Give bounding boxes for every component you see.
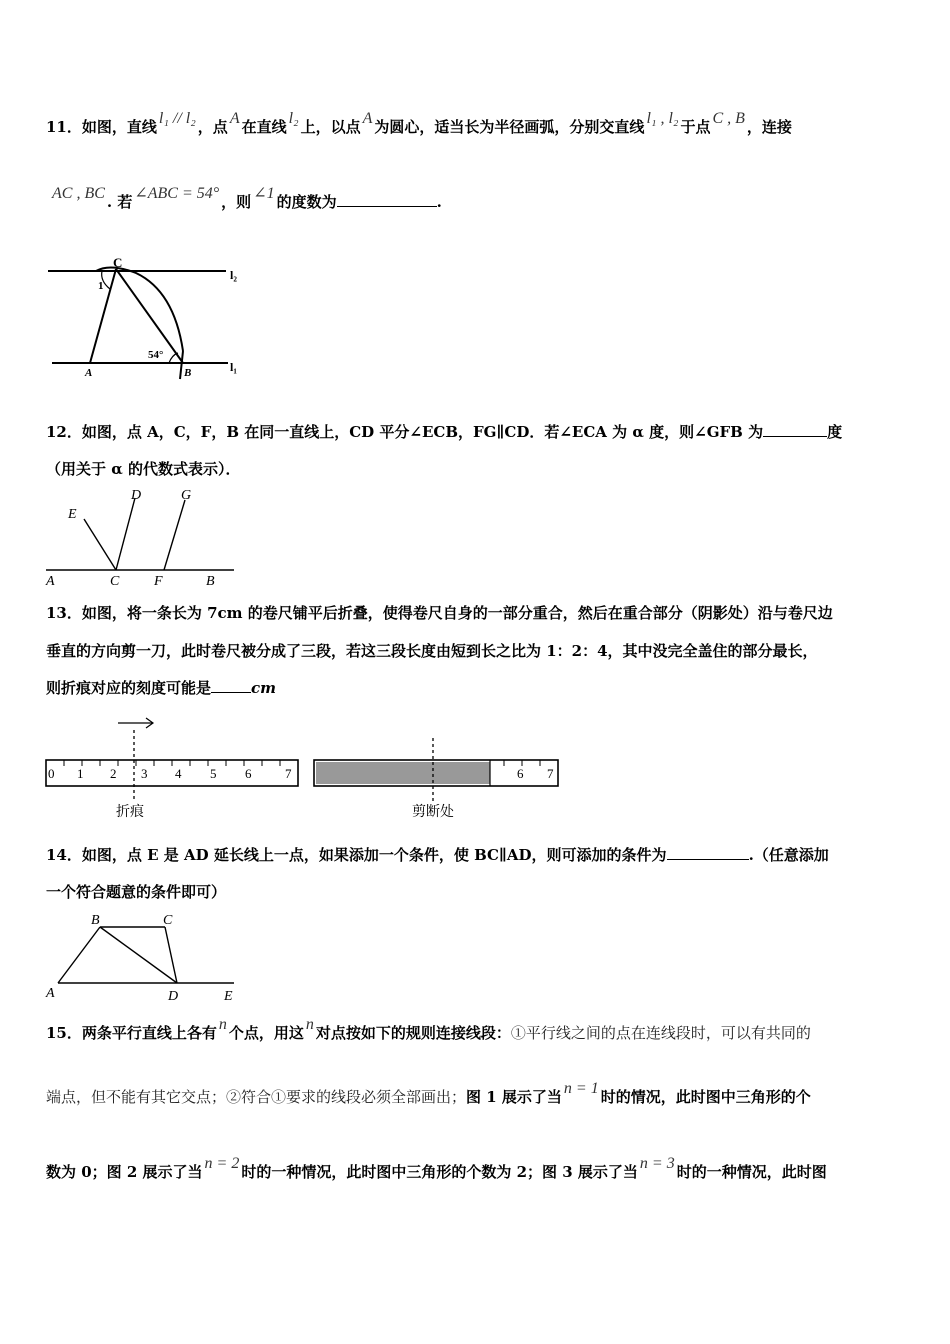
math-l1-parallel-l2: l₁ // l₂ [158,110,196,127]
q13-line2: 垂直的方向剪一刀，此时卷尺被分成了三段，若这三段长度由短到长之比为 1：2：4，其中没完全盖住的部分最长， [46,642,818,660]
q13-line1: 13．如图，将一条长为 7cm 的卷尺铺平后折叠，使得卷尺自身的一部分重合，然后在重合部分（阴影处）沿与卷尺边 [46,604,833,622]
svg-text:4: 4 [175,766,182,781]
label-g: G [181,488,192,503]
svg-text:6: 6 [245,766,252,781]
label-b: B [206,574,215,589]
label-d: D [168,989,179,1004]
q13-line3: 则折痕对应的刻度可能是 cm [46,679,277,697]
q15-line3: 数为 0；图 2 展示了当 n = 2 时的一种情况，此时图中三角形的个数为 2；图 3 展示了当 n = 3 时的一种情况，此时图 [46,1155,827,1181]
q12-line2: （用关于 α 的代数式表示）． [46,460,241,478]
label-b: B [91,913,100,928]
label-a: A [46,574,55,589]
q12-figure [44,486,244,589]
tape-overlap-shade [316,762,490,784]
label-c: C [110,574,120,589]
label-e: E [224,989,233,1004]
svg-text:1: 1 [77,766,84,781]
label-e: E [68,507,77,522]
q11-line1: 11．如图，直线 l₁ // l₂ ，点 A 在直线 l₂ 上，以点 A 为圆心，适当长为半径画弧，分别交直线 l₁ , l₂ 于点 C , B ，连接 [46,110,792,136]
label-a: A [46,986,55,1001]
answer-blank[interactable] [211,678,251,693]
label-c: C [113,255,123,270]
cut-label: 剪断处 [412,805,454,820]
svg-text:7: 7 [547,766,554,781]
svg-text:3: 3 [141,766,148,781]
label-1: 1 [98,280,104,292]
svg-text:7: 7 [285,766,292,781]
q11-figure [40,255,260,385]
svg-text:0: 0 [48,766,55,781]
answer-blank[interactable] [763,422,827,437]
question-number: 11． [46,118,82,136]
label-f: F [154,574,163,589]
q15-line1: 15．两条平行直线上各有 n 个点，用这 n 对点按如下的规则连接线段：①平行线之间的点在连线段时，可以有共同的 [46,1016,811,1042]
label-d: D [131,488,142,503]
q14-line1: 14．如图，点 E 是 AD 延长线上一点，如果添加一个条件，使 BC∥AD，则可添加的条件为 .（任意添加 [46,846,829,864]
q15-line2: 端点，但不能有其它交点；②符合①要求的线段必须全部画出；图 1 展示了当 n = 1 时的情况，此时图中三角形的个 [46,1080,811,1106]
math-angle-abc: ∠ABC = 54° [134,185,220,202]
q11-line2: AC , BC . 若 ∠ABC = 54° ，则 ∠1 的度数为 . [52,185,442,211]
fold-label: 折痕 [116,805,144,820]
q14-line2: 一个符合题意的条件即可） [46,883,227,901]
label-c: C [163,913,173,928]
label-l2: l₂ [230,268,237,282]
label-b: B [184,367,192,379]
q12-line1: 12．如图，点 A，C，F，B 在同一直线上，CD 平分∠ECB，FG∥CD．若∠ECA 为 α 度，则∠GFB 为 度 [46,423,843,441]
label-54: 54° [148,349,164,361]
svg-text:6: 6 [517,766,524,781]
q14-figure [44,910,244,1005]
label-l1: l₁ [230,360,237,374]
answer-blank[interactable] [337,192,437,207]
label-a: A [85,367,93,379]
svg-text:5: 5 [210,766,217,781]
svg-text:2: 2 [110,766,117,781]
q13-figure [44,712,574,822]
answer-blank[interactable] [667,845,749,860]
